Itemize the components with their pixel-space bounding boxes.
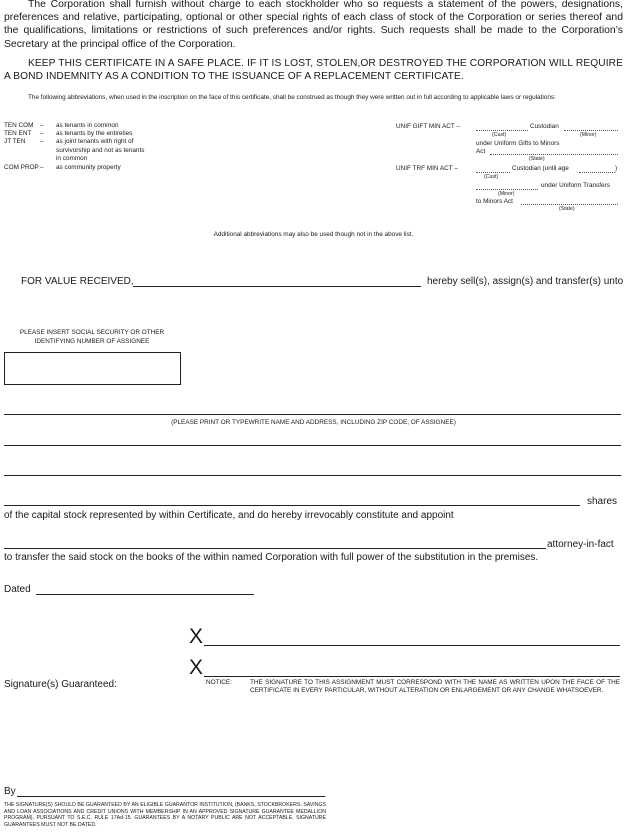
- trf-state-caption: (State): [559, 206, 575, 212]
- attorney-line[interactable]: [4, 548, 546, 549]
- ssn-label-line-1: PLEASE INSERT SOCIAL SECURITY OR OTHER: [19, 329, 165, 336]
- abbrev-row: [4, 138, 184, 146]
- guarantor-signature-line[interactable]: [17, 796, 325, 797]
- abbrev-row: [4, 122, 184, 130]
- abbrev-desc: as tenants by the entireties: [56, 130, 133, 138]
- signature-line-2[interactable]: [204, 676, 620, 677]
- abbrev-row: [4, 147, 184, 155]
- gift-state-line[interactable]: [490, 154, 618, 155]
- trf-under-label: under Uniform Transfers: [541, 182, 610, 189]
- abbrev-row: [4, 164, 184, 172]
- gift-under-label: under Uniform Gifts to Minors: [476, 140, 560, 147]
- abbrev-code: TEN ENT: [4, 130, 32, 138]
- shares-line[interactable]: [4, 505, 580, 506]
- safe-place-notice: KEEP THIS CERTIFICATE IN A SAFE PLACE. IF IT IS LOST, STOLEN,OR DESTROYED THE CORPORATION WILL REQUIRE A BOND INDEMNITY AS A CONDITION TO THE ISSUANCE OF A REPLACEMENT CERTIFICATE.: [4, 58, 623, 82]
- abbrev-desc: as tenants in common: [56, 122, 119, 129]
- dated-label: Dated: [4, 584, 31, 595]
- abbrev-dash: –: [40, 164, 44, 172]
- abbrev-code: [4, 147, 40, 155]
- abbrev-row: [4, 155, 184, 163]
- unif-gift-label: UNIF GIFT MIN ACT –: [396, 123, 461, 130]
- abbrev-desc: survivorship and not as tenants: [56, 146, 145, 154]
- abbrev-row: [4, 130, 184, 138]
- trf-minor-caption: (Minor): [498, 191, 515, 197]
- ssn-input-box[interactable]: [4, 352, 181, 385]
- trf-minor-line[interactable]: [476, 189, 538, 190]
- capital-stock-text: of the capital stock represented by within Certificate, and do hereby irrevocably constitute and appoint: [4, 510, 454, 521]
- notice-text: THE SIGNATURE TO THIS ASSIGNMENT MUST CORRESPOND WITH THE NAME AS WRITTEN UPON THE FACE OF THE CERTIFICATE IN EVERY PARTICULAR, WITHOUT ALTERATION OR ENLARGEMENT OR ANY CHANGE WHATSOEVER.: [250, 679, 620, 695]
- assignee-address-line-2[interactable]: [4, 475, 621, 476]
- attorney-in-fact-label: attorney-in-fact: [547, 539, 614, 550]
- abbrev-desc: as community property: [56, 164, 121, 172]
- abbrev-code: JT TEN: [4, 138, 26, 146]
- abbrev-code: COM PROP: [4, 164, 39, 172]
- gift-custodian-line[interactable]: [476, 130, 528, 131]
- gift-state-caption: (State): [529, 156, 545, 162]
- trf-custodian-label: Custodian (until age: [512, 165, 569, 172]
- signature-guaranteed-label: Signature(s) Guaranteed:: [4, 679, 117, 690]
- abbrev-desc: in common: [56, 154, 88, 162]
- abbreviations-list: [4, 122, 184, 172]
- trf-cust-line[interactable]: [476, 172, 510, 173]
- gift-minor-line[interactable]: [564, 130, 618, 131]
- notice-label: NOTICE:: [206, 679, 232, 686]
- trf-state-line[interactable]: [521, 204, 618, 205]
- abbrev-dash: –: [40, 130, 44, 138]
- unif-trf-label: UNIF TRF MIN ACT –: [396, 165, 458, 172]
- trf-to-minors-label: to Minors Act: [476, 198, 513, 205]
- trf-close-paren: ): [615, 165, 618, 172]
- abbrev-desc: as joint tenants with right of: [56, 138, 134, 146]
- signature-line-1[interactable]: [204, 645, 620, 646]
- assignor-name-line[interactable]: [133, 286, 421, 287]
- for-value-received-label: FOR VALUE RECEIVED,: [21, 276, 134, 287]
- trf-age-line[interactable]: [579, 172, 615, 173]
- gift-act-label: Act: [476, 148, 486, 155]
- abbrev-dash: –: [40, 138, 44, 146]
- assignee-address-line-1[interactable]: [4, 445, 621, 446]
- transfer-text: to transfer the said stock on the books of the within named Corporation with full power of the substitution in the premises.: [4, 552, 539, 563]
- assignee-name-line[interactable]: [4, 414, 621, 415]
- gift-custodian-label: Custodian: [530, 123, 559, 130]
- print-name-caption: (PLEASE PRINT OR TYPEWRITE NAME AND ADDRESS, INCLUDING ZIP CODE, OF ASSIGNEE): [171, 419, 456, 426]
- additional-abbreviations-note: Additional abbreviations may also be used though not in the above list.: [213, 231, 414, 238]
- abbrev-dash: [40, 147, 56, 155]
- abbrev-dash: –: [40, 122, 44, 129]
- gift-minor-caption: (Minor): [580, 132, 597, 138]
- intro-paragraph: The Corporation shall furnish without charge to each stockholder who so requests a statement of the powers, designations, preferences and relative, participating, optional or other special rights of each class of stock of the Corporation or series thereof and the qualifications, limitations or restrictions of such preferences and/or rights. Such requests shall be made to the Corporation’s Secretary at the principal office of the Corporation.: [4, 0, 623, 50]
- by-label: By: [4, 786, 16, 797]
- abbrev-code: TEN COM: [4, 122, 34, 129]
- abbreviations-intro: The following abbreviations, when used in the inscription on the face of this certificate, shall be construed as though they were written out in full according to applicable laws or regulations:: [28, 94, 556, 101]
- abbrev-dash: [40, 155, 56, 163]
- gift-cust-caption: (Cust): [492, 132, 507, 138]
- date-line[interactable]: [36, 594, 254, 595]
- trf-cust-caption: (Cust): [484, 174, 499, 180]
- shares-label: shares: [587, 496, 618, 507]
- abbrev-code: [4, 155, 40, 163]
- ssn-label-line-2: IDENTIFYING NUMBER OF ASSIGNEE: [34, 338, 150, 345]
- guarantor-text: THE SIGNATURE(S) SHOULD BE GUARANTEED BY AN ELIGIBLE GUARANTOR INSTITUTION, (BANKS, STOCKBROKERS, SAVINGS AND LOAN ASSOCIATIONS AND CREDIT UNIONS WITH MEMBERSHIP IN AN APPROVED SIGNATURE GUARANTEE MEDALLION PROGRAM), PURSUANT TO S.E.C. RULE 17Ad-15. GUARANTEES BY A NOTARY PUBLIC ARE NOT ACCEPTABLE. SIGNATURE GUARANTEES MUST NOT BE DATED.: [4, 802, 326, 828]
- signature-x-mark-1: X: [189, 625, 204, 648]
- hereby-transfer-label: hereby sell(s), assign(s) and transfer(s) unto: [427, 276, 624, 287]
- signature-x-mark-2: X: [189, 656, 204, 679]
